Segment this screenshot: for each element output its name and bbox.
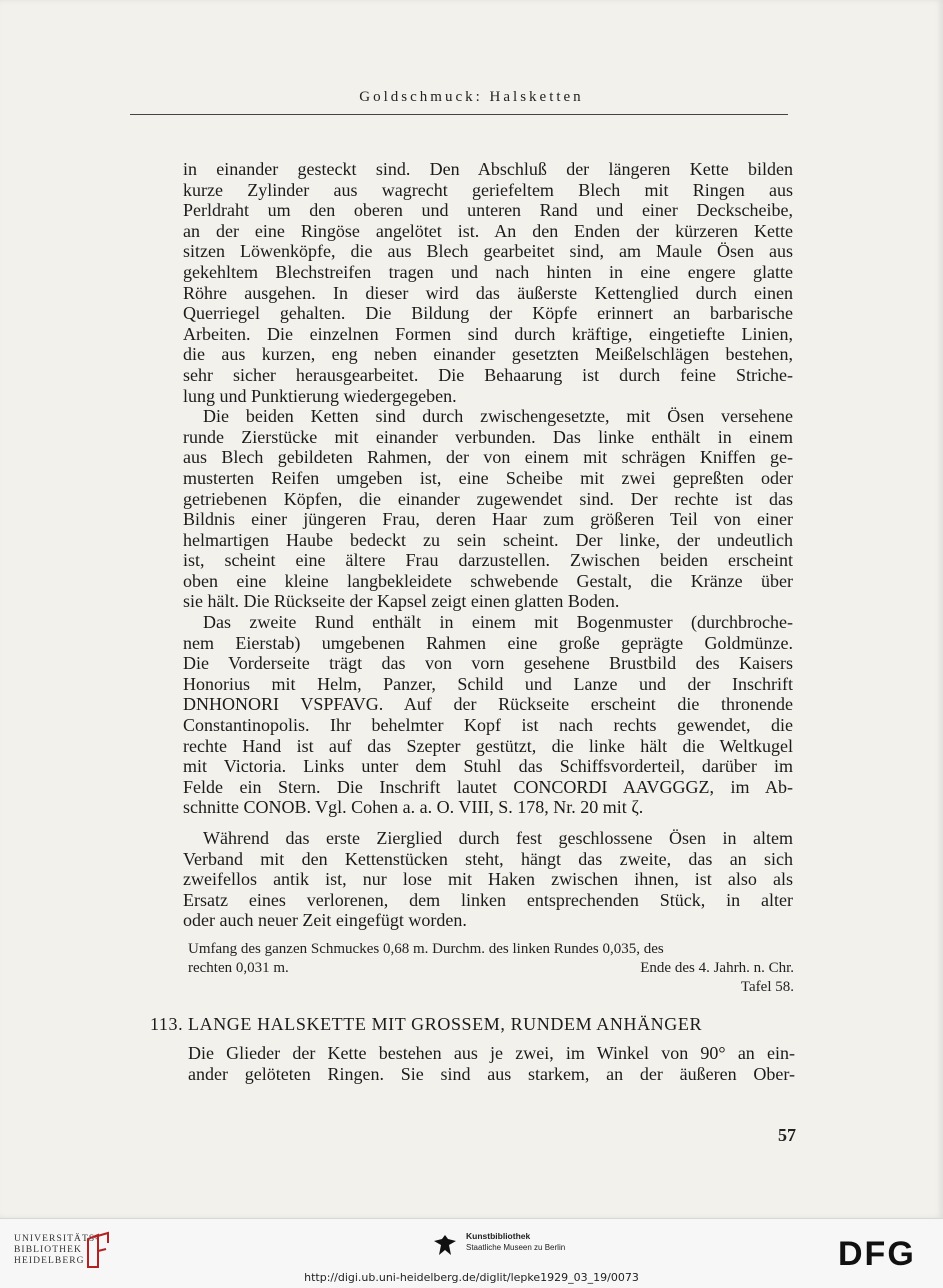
dating: Ende des 4. Jahrh. n. Chr.	[640, 960, 794, 976]
text-line-last: schnitte CONOB. Vgl. Cohen a. a. O. VIII, S. 178, Nr. 20 mit ζ.	[183, 797, 644, 818]
university-line: UNIVERSITÄTS-	[14, 1234, 100, 1244]
catalog-entry-113	[150, 1014, 795, 1085]
text-line: DNHONORI VSPFAVG. Auf der Rückseite erscheint die thronende	[183, 694, 793, 715]
text-line: Die Glieder der Kette bestehen aus je zwei, im Winkel von 90° an ein-	[188, 1043, 795, 1063]
text-line: musterten Reifen umgeben ist, eine Scheibe mit zwei gepreßten oder	[183, 467, 793, 488]
text-line: Das zweite Rund enthält in einem mit Bogenmuster (durchbroche-	[203, 612, 793, 633]
plate-reference: Tafel 58.	[740, 979, 794, 995]
text-line: Ersatz eines verlorenen, dem linken entsprechenden Stück, in alter	[183, 889, 793, 910]
text-line: Felde ein Stern. Die Inschrift lautet CONCORDI AAVGGGZ, im Ab-	[183, 776, 793, 797]
body-text	[183, 159, 793, 931]
text-line: ist, scheint eine ältere Frau darzustellen. Zwischen beiden erscheint	[183, 550, 793, 571]
kunstbibliothek-label	[466, 1231, 565, 1253]
text-line: Röhre ausgehen. In dieser wird das äußerste Kettenglied durch einen	[183, 282, 793, 303]
text-line: Honorius mit Helm, Panzer, Schild und Lanze und der Inschrift	[183, 673, 793, 694]
running-header: Goldschmuck: Halsketten	[359, 89, 584, 105]
heidelberg-logo-icon	[84, 1231, 114, 1271]
entry-number: 113.	[150, 1014, 184, 1034]
text-line: aus Blech gebildeten Rahmen, der von einem mit schrägen Kniffen ge-	[183, 447, 793, 468]
text-line: Querriegel gehalten. Die Bildung der Köpfe erinnert an barbarische	[183, 303, 793, 324]
paragraph-2	[183, 406, 793, 612]
measurements-text: Umfang des ganzen Schmuckes 0,68 m. Durchm. des linken Rundes 0,035, des	[188, 941, 664, 957]
header-rule	[130, 114, 788, 115]
paragraph-4	[183, 828, 793, 931]
text-line: Während das erste Zierglied durch fest geschlossene Ösen in altem	[203, 828, 793, 848]
dfg-logo: DFG	[838, 1235, 916, 1273]
text-line: kurze Zylinder aus wagrecht geriefeltem Blech mit Ringen aus	[183, 179, 793, 200]
measurements-size: rechten 0,031 m.	[188, 960, 289, 976]
text-line: sehr sicher herausgearbeitet. Die Behaarung ist durch feine Striche-	[183, 364, 793, 385]
paragraph-1	[183, 159, 793, 406]
text-line-last: lung und Punktierung wiedergegeben.	[183, 385, 457, 406]
text-line: in einander gesteckt sind. Den Abschluß der längeren Kette bilden	[183, 159, 793, 179]
text-line: ander gelöteten Ringen. Sie sind aus starkem, an der äußeren Ober-	[188, 1064, 795, 1084]
text-line: zweifellos antik ist, nur lose mit Haken zwischen ihnen, ist also als	[183, 869, 793, 890]
entry-body	[188, 1043, 795, 1085]
text-line: rechte Hand ist auf das Szepter gestützt, die linke hält die Weltkugel	[183, 735, 793, 756]
text-line: runde Zierstücke mit einander verbunden. Das linke enthält in einem	[183, 426, 793, 447]
kunstbibliothek-subtitle: Staatliche Museen zu Berlin	[466, 1243, 566, 1252]
measurements-line	[188, 959, 794, 978]
text-line: die aus kurzen, eng neben einander gesetzten Meißelschlägen bestehen,	[183, 344, 793, 365]
text-line: gekehltem Blechstreifen tragen und nach hinten in eine engere glatte	[183, 261, 793, 282]
measurements-note	[188, 940, 794, 997]
text-line: oben eine kleine langbekleidete schwebende Gestalt, die Kränze über	[183, 570, 793, 591]
text-line: an der eine Ringöse angelötet ist. An den Enden der kürzeren Kette	[183, 220, 793, 241]
text-line: nem Eierstab) umgebenen Rahmen eine große geprägte Goldmünze.	[183, 632, 793, 653]
text-line: getriebenen Köpfen, die einander zugewendet sind. Der rechte ist das	[183, 488, 793, 509]
text-line: mit Victoria. Links unter dem Stuhl das Schiffsvorderteil, darüber im	[183, 756, 793, 777]
text-line-last: sie hält. Die Rückseite der Kapsel zeigt einen glatten Boden.	[183, 591, 620, 612]
source-url[interactable]: http://digi.ub.uni-heidelberg.de/diglit/lepke1929_03_19/0073	[304, 1271, 639, 1284]
eagle-logo-icon	[432, 1233, 458, 1259]
text-line: Die Vorderseite trägt das von vorn gesehene Brustbild des Kaisers	[183, 653, 793, 674]
text-line-last: oder auch neuer Zeit eingefügt worden.	[183, 910, 467, 931]
university-line: BIBLIOTHEK	[14, 1245, 82, 1255]
entry-title: LANGE HALSKETTE MIT GROSSEM, RUNDEM ANHÄNGER	[188, 1014, 703, 1034]
entry-heading	[150, 1014, 795, 1035]
text-line: Verband mit den Kettenstücken steht, hängt das zweite, das an sich	[183, 848, 793, 869]
text-line: helmartigen Haube bedeckt zu sein scheint. Der linke, der undeutlich	[183, 529, 793, 550]
kunstbibliothek-title: Kunstbibliothek	[466, 1231, 531, 1241]
page-number: 57	[778, 1125, 796, 1145]
university-line: HEIDELBERG	[14, 1256, 85, 1266]
measurements-line	[188, 940, 794, 959]
text-line: sitzen Löwenköpfe, die aus Blech gearbeitet sind, am Maule Ösen aus	[183, 241, 793, 262]
text-line: Constantinopolis. Ihr behelmter Kopf ist nach rechts gewendet, die	[183, 715, 793, 736]
text-line: Perldraht um den oberen und unteren Rand und einer Deckscheibe,	[183, 200, 793, 221]
footer-bar	[0, 1218, 943, 1288]
paragraph-3	[183, 612, 793, 818]
text-line: Arbeiten. Die einzelnen Formen sind durch kräftige, eingetiefte Linien,	[183, 323, 793, 344]
text-line: Die beiden Ketten sind durch zwischengesetzte, mit Ösen versehene	[203, 406, 793, 427]
text-line: Bildnis einer jüngeren Frau, deren Haar zum größeren Teil von einer	[183, 509, 793, 530]
